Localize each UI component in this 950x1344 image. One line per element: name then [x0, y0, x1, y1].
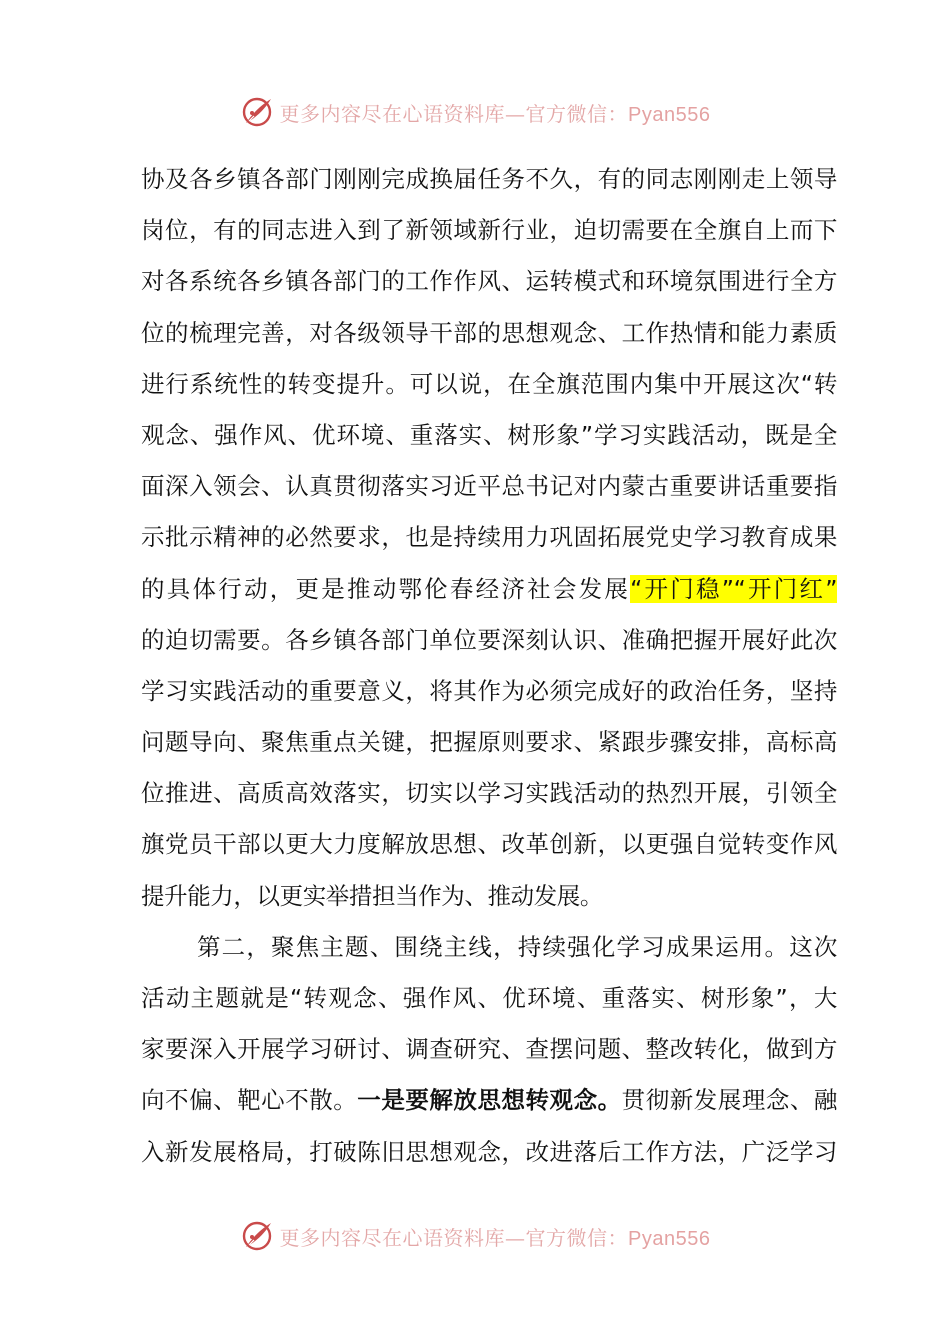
text-line: 位推进、高质高效落实，切实以学习实践活动的热烈开展，引领全 — [141, 779, 837, 808]
banner-text: 更多内容尽在心语资料库—官方微信：Pyan556 — [279, 101, 711, 126]
text-line: 观念、强作风、优环境、重落实、树形象”学习实践活动，既是全 — [141, 420, 837, 449]
text-line: 第二，聚焦主题、围绕主线，持续强化学习成果运用。这次 — [197, 932, 837, 961]
quill-logo-icon — [240, 95, 274, 129]
text-line: 岗位，有的同志进入到了新领域新行业，迫切需要在全旗自上而下 — [141, 216, 837, 245]
text-line: 面深入领会、认真贯彻落实习近平总书记对内蒙古重要讲话重要指 — [141, 472, 837, 501]
bold-heading: 一是要解放思想转观念。 — [357, 1086, 622, 1115]
text-line: 进行系统性的转变提升。可以说，在全旗范围内集中开展这次“转 — [141, 369, 837, 398]
text-line: 协及各乡镇各部门刚刚完成换届任务不久，有的同志刚刚走上领导 — [141, 165, 837, 193]
text-line: 的具体行动，更是推动鄂伦春经济社会发展“开门稳”“开门红” — [141, 574, 837, 603]
text-line: 旗党员干部以更大力度解放思想、改革创新，以更强自觉转变作风 — [141, 830, 837, 859]
footer-banner — [0, 1216, 950, 1256]
text-line: 向不偏、靶心不散。一是要解放思想转观念。贯彻新发展理念、融 — [141, 1086, 838, 1115]
text-line: 位的梳理完善，对各级领导干部的思想观念、工作热情和能力素质 — [141, 318, 837, 347]
document-body — [141, 154, 837, 1178]
text-line: 学习实践活动的重要意义，将其作为必须完成好的政治任务，坚持 — [141, 676, 837, 705]
text-line: 活动主题就是“转观念、强作风、优环境、重落实、树形象”，大 — [141, 984, 837, 1012]
banner-text: 更多内容尽在心语资料库—官方微信：Pyan556 — [279, 1225, 711, 1250]
text-line: 示批示精神的必然要求，也是持续用力巩固拓展党史学习教育成果 — [141, 523, 837, 552]
text-line: 对各系统各乡镇各部门的工作作风、运转模式和环境氛围进行全方 — [141, 267, 837, 296]
text-line: 入新发展格局，打破陈旧思想观念，改进落后工作方法，广泛学习 — [141, 1137, 837, 1166]
text-line: 的迫切需要。各乡镇各部门单位要深刻认识、准确把握开展好此次 — [141, 625, 837, 654]
text-line: 问题导向、聚焦重点关键，把握原则要求、紧跟步骤安排，高标高 — [141, 728, 837, 757]
highlighted-phrase: “开门稳”“开门红” — [630, 574, 837, 603]
text-line: 提升能力，以更实举措担当作为、推动发展。 — [141, 881, 603, 910]
text-line: 家要深入开展学习研讨、调查研究、查摆问题、整改转化，做到方 — [141, 1035, 837, 1064]
header-banner — [0, 92, 950, 132]
quill-logo-icon — [240, 1219, 274, 1253]
wechat-handle: Pyan556 — [628, 1227, 711, 1250]
wechat-handle: Pyan556 — [628, 103, 711, 126]
